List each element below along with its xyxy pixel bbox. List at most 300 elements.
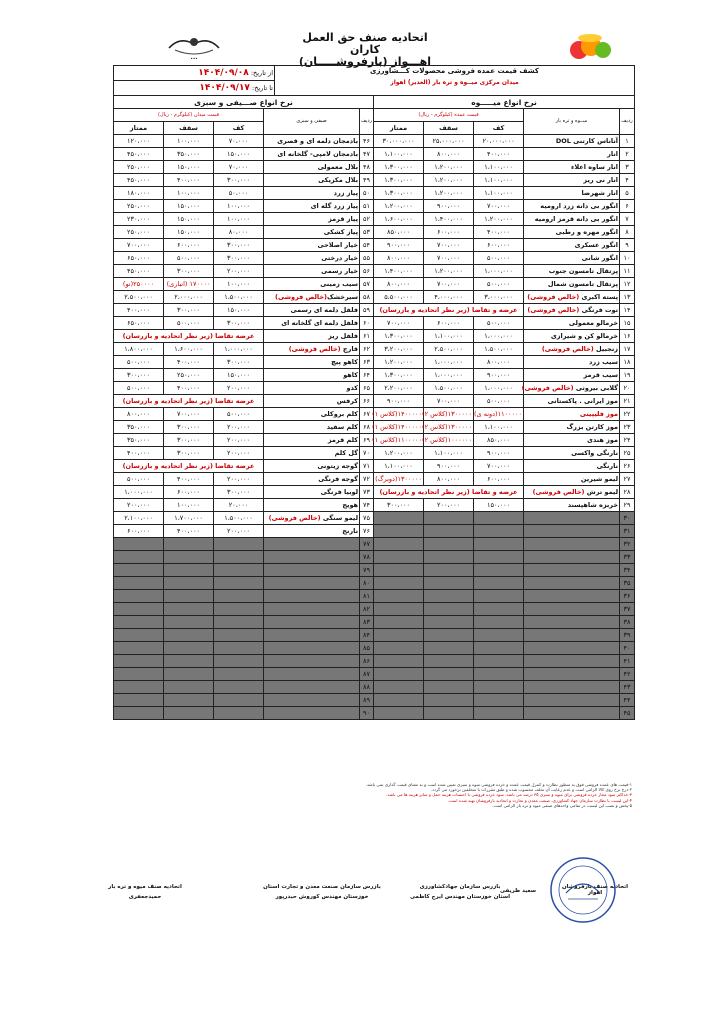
price-premium: ۳۵۰،۰۰۰ bbox=[114, 421, 164, 434]
table-row bbox=[374, 135, 635, 148]
item-name: کاهو پیچ bbox=[264, 356, 360, 369]
price-floor: ۷۰۰،۰۰۰ bbox=[474, 460, 524, 473]
item-name: لوبیا فرنگی bbox=[264, 486, 360, 499]
empty-cell bbox=[424, 512, 474, 525]
table-row bbox=[374, 655, 635, 668]
col-header-price: قیمت میدان (کیلوگرم - ریال) bbox=[114, 109, 264, 122]
empty-cell bbox=[264, 577, 360, 590]
item-name: گوجه زیتونی bbox=[264, 460, 360, 473]
table-row bbox=[374, 603, 635, 616]
table-row bbox=[374, 187, 635, 200]
table-row bbox=[374, 421, 635, 434]
price-premium: ۱،۶۰۰،۰۰۰ bbox=[374, 213, 424, 226]
to-label: تا تاریخ: bbox=[252, 83, 273, 92]
header-line2: (بارفروشـــــان) اهـــواز bbox=[298, 55, 432, 68]
empty-cell bbox=[374, 668, 424, 681]
price-premium: ۱۸۰،۰۰۰ bbox=[114, 187, 164, 200]
price-floor: ۷۰،۰۰۰ bbox=[214, 135, 264, 148]
empty-cell bbox=[214, 668, 264, 681]
empty-cell bbox=[214, 590, 264, 603]
price-premium: ۸۰۰،۰۰۰ bbox=[374, 252, 424, 265]
price-premium: ۱،۰۰۰،۰۰۰ bbox=[114, 486, 164, 499]
price-premium: ۲۰۰،۰۰۰ bbox=[114, 499, 164, 512]
row-number: ۴۱ bbox=[620, 655, 635, 668]
item-name: نارنگی bbox=[524, 460, 620, 473]
price-ceil: ۴۰۰،۰۰۰ bbox=[164, 473, 214, 486]
row-number: ۵۳ bbox=[360, 226, 374, 239]
price-premium: ۴۰۰،۰۰۰ bbox=[114, 447, 164, 460]
price-floor: ۱،۰۰۰،۰۰۰ bbox=[474, 382, 524, 395]
price-floor: ۲۰۰،۰۰۰ bbox=[214, 265, 264, 278]
table-row bbox=[114, 499, 374, 512]
price-ceil: ۶۰۰،۰۰۰ bbox=[164, 486, 214, 499]
price-premium: ۲،۲۰۰،۰۰۰ bbox=[374, 382, 424, 395]
table-row bbox=[114, 369, 374, 382]
price-floor: ۳۰۰،۰۰۰ bbox=[214, 239, 264, 252]
price-ceil: ۴۰۰،۰۰۰ bbox=[164, 356, 214, 369]
row-number: ۵۹ bbox=[360, 304, 374, 317]
empty-cell bbox=[114, 564, 164, 577]
price-floor: ۲۰۰،۰۰۰ bbox=[214, 382, 264, 395]
item-name: انگور بی دانه زرد ارومیه bbox=[524, 200, 620, 213]
row-number: ۶۱ bbox=[360, 330, 374, 343]
empty-cell bbox=[374, 564, 424, 577]
item-name: پرتقال تامسون جنوب bbox=[524, 265, 620, 278]
item-name: گل کلم bbox=[264, 447, 360, 460]
row-number: ۸ bbox=[620, 226, 635, 239]
price-ceil: ۸۰۰،۰۰۰ bbox=[424, 148, 474, 161]
price-premium: ۶۵۰،۰۰۰ bbox=[114, 317, 164, 330]
row-number: ۳۳ bbox=[620, 551, 635, 564]
empty-cell bbox=[114, 577, 164, 590]
price-ceil: ۱۵۰،۰۰۰ bbox=[164, 226, 214, 239]
row-number: ۴۵ bbox=[620, 707, 635, 720]
price-premium: ۵۰۰،۰۰۰ bbox=[114, 382, 164, 395]
row-number: ۵۵ bbox=[360, 252, 374, 265]
item-name: خرمالو معمولی bbox=[524, 317, 620, 330]
price-premium: ۳۰۰،۰۰۰ bbox=[114, 369, 164, 382]
row-number: ۱۰ bbox=[620, 252, 635, 265]
empty-cell bbox=[164, 629, 214, 642]
price-premium: ۱،۳۰۰،۰۰۰ bbox=[374, 330, 424, 343]
empty-cell bbox=[214, 642, 264, 655]
price-floor: ۴۰۰،۰۰۰ bbox=[474, 148, 524, 161]
empty-cell bbox=[374, 707, 424, 720]
table-row bbox=[374, 460, 635, 473]
price-premium: ۵۰۰،۰۰۰ bbox=[114, 356, 164, 369]
empty-cell bbox=[524, 525, 620, 538]
price-ceil: ۱،۷۰۰،۰۰۰ bbox=[164, 512, 214, 525]
table-row bbox=[374, 252, 635, 265]
price-ceil: ۸۰۰،۰۰۰ bbox=[424, 473, 474, 486]
price-premium: ۱،۲۰۰،۰۰۰ bbox=[374, 356, 424, 369]
price-floor: ۲۰۰،۰۰۰ bbox=[214, 421, 264, 434]
sig-role: اتحادیه صنف میوه و تره بار bbox=[108, 884, 182, 890]
header-title bbox=[290, 32, 440, 68]
item-name: فلفل ریز bbox=[264, 330, 360, 343]
row-number: ۴۰ bbox=[620, 642, 635, 655]
price-floor: ۲۰،۰۰۰ bbox=[214, 499, 264, 512]
empty-cell bbox=[374, 629, 424, 642]
row-number: ۷۳ bbox=[360, 486, 374, 499]
row-number: ۲۸ bbox=[620, 486, 635, 499]
row-number: ۴۷ bbox=[360, 148, 374, 161]
price-floor: ۳۰۰،۰۰۰ bbox=[214, 252, 264, 265]
empty-cell bbox=[164, 616, 214, 629]
price-ceil: ۱،۲۰۰،۰۰۰ bbox=[424, 187, 474, 200]
table-row bbox=[114, 382, 374, 395]
row-number: ۵۲ bbox=[360, 213, 374, 226]
empty-cell bbox=[164, 681, 214, 694]
empty-cell bbox=[424, 616, 474, 629]
item-name: لیمو شیرین bbox=[524, 473, 620, 486]
price-ceil: ۱۰۰۰۰۰۰(کلاس ۲) bbox=[424, 434, 474, 447]
item-name: نارنج bbox=[264, 525, 360, 538]
row-number: ۲۷ bbox=[620, 473, 635, 486]
empty-cell bbox=[474, 525, 524, 538]
row-number: ۴۸ bbox=[360, 161, 374, 174]
empty-cell bbox=[264, 668, 360, 681]
price-floor: ۱۵۰،۰۰۰ bbox=[214, 304, 264, 317]
empty-cell bbox=[114, 655, 164, 668]
item-name: کلم بروکلی bbox=[264, 408, 360, 421]
empty-cell bbox=[374, 538, 424, 551]
row-number: ۴۹ bbox=[360, 174, 374, 187]
col-header-ceil: سقف bbox=[424, 122, 474, 135]
row-number: ۳۸ bbox=[620, 616, 635, 629]
price-premium: ۱۴۰۰۰۰۰(کلاس ۱) bbox=[374, 421, 424, 434]
price-ceil: ۱،۲۰۰،۰۰۰ bbox=[424, 161, 474, 174]
table-row bbox=[114, 330, 374, 343]
item-name: انگور عسکری bbox=[524, 239, 620, 252]
row-number: ۶۲ bbox=[360, 343, 374, 356]
row-number: ۴۶ bbox=[360, 135, 374, 148]
item-name: کلم قرمز bbox=[264, 434, 360, 447]
price-floor: ۵۰۰،۰۰۰ bbox=[474, 395, 524, 408]
table-row bbox=[374, 616, 635, 629]
table-row bbox=[114, 538, 374, 551]
row-number: ۲ bbox=[620, 148, 635, 161]
price-ceil: ۴۰۰،۰۰۰ bbox=[164, 525, 214, 538]
row-number: ۹۰ bbox=[360, 707, 374, 720]
table-row bbox=[374, 395, 635, 408]
item-name: بلال مکزیکی bbox=[264, 174, 360, 187]
empty-cell bbox=[524, 668, 620, 681]
item-name-text: پسته اکبری bbox=[581, 292, 619, 301]
price-floor: ۱۵۰،۰۰۰ bbox=[214, 369, 264, 382]
price-ceil: ۷۰۰،۰۰۰ bbox=[424, 395, 474, 408]
row-number: ۸۶ bbox=[360, 655, 374, 668]
item-name: کرفس bbox=[264, 395, 360, 408]
price-floor: ۱۰۰،۰۰۰ bbox=[214, 200, 264, 213]
table-row bbox=[114, 616, 374, 629]
table-row bbox=[114, 486, 374, 499]
table-row bbox=[114, 577, 374, 590]
table-row bbox=[114, 408, 374, 421]
price-ceil: ۷۰۰،۰۰۰ bbox=[164, 408, 214, 421]
item-name-text: سیرخشک bbox=[326, 292, 359, 301]
price-ceil: ۶۰۰،۰۰۰ bbox=[164, 239, 214, 252]
empty-cell bbox=[474, 577, 524, 590]
empty-cell bbox=[474, 512, 524, 525]
empty-cell bbox=[114, 681, 164, 694]
price-ceil: ۳۰۰،۰۰۰ bbox=[164, 304, 214, 317]
empty-cell bbox=[424, 681, 474, 694]
price-floor: ۲۰،۰۰۰،۰۰۰ bbox=[474, 135, 524, 148]
empty-cell bbox=[524, 642, 620, 655]
empty-cell bbox=[474, 616, 524, 629]
price-premium: ۱۴۰۰۰۰۰(کلاس ۱) bbox=[374, 408, 424, 421]
empty-cell bbox=[264, 603, 360, 616]
table-row bbox=[114, 694, 374, 707]
row-number: ۳ bbox=[620, 161, 635, 174]
item-name-text: لیمو سنگی bbox=[322, 513, 359, 522]
empty-cell bbox=[524, 512, 620, 525]
note-line: ۲-درج نرخ روی کالا الزامی است و عدم رعایت آن تخلف محسوب شده و طبق مقررات با متخلفین برخورد می گردد. bbox=[430, 787, 632, 793]
table-row bbox=[114, 590, 374, 603]
item-name: انگور مهره و رطبی bbox=[524, 226, 620, 239]
item-name: بادمجان دلمه ای و قصری bbox=[264, 135, 360, 148]
empty-cell bbox=[424, 564, 474, 577]
row-number: ۵۱ bbox=[360, 200, 374, 213]
empty-cell bbox=[524, 590, 620, 603]
table-row bbox=[114, 343, 374, 356]
empty-cell bbox=[264, 551, 360, 564]
item-name: سیب زرد bbox=[524, 356, 620, 369]
row-number: ۴ bbox=[620, 174, 635, 187]
table-row bbox=[374, 642, 635, 655]
item-name bbox=[264, 343, 360, 356]
item-name: گوجه فرنگی bbox=[264, 473, 360, 486]
item-name-note: (خالص فروشی) bbox=[288, 344, 343, 353]
section-title: نرخ انواع صـــیفی و سبزی bbox=[114, 96, 374, 109]
empty-cell bbox=[474, 564, 524, 577]
price-ceil: ۱،۲۰۰،۰۰۰ bbox=[424, 174, 474, 187]
empty-cell bbox=[524, 616, 620, 629]
item-name-note: (خالص فروشی) bbox=[527, 292, 582, 301]
price-floor: ۸۰،۰۰۰ bbox=[214, 226, 264, 239]
price-floor: ۱۰۰،۰۰۰ bbox=[214, 213, 264, 226]
price-ceil: ۳۰۰،۰۰۰ bbox=[164, 421, 214, 434]
union-stamp bbox=[548, 855, 618, 925]
table-row bbox=[114, 356, 374, 369]
price-ceil: ۳۰۰،۰۰۰ bbox=[164, 447, 214, 460]
table-row bbox=[374, 148, 635, 161]
row-number: ۷۴ bbox=[360, 499, 374, 512]
union-logo-left bbox=[165, 28, 223, 62]
table-row bbox=[374, 447, 635, 460]
supply-demand-note: عرضه تقاضا (زیر نظر اتحادیه و بازرسان) bbox=[114, 460, 264, 473]
empty-cell bbox=[424, 577, 474, 590]
col-header-num: ردیف bbox=[360, 109, 374, 135]
empty-cell bbox=[164, 590, 214, 603]
table-row bbox=[114, 317, 374, 330]
table-row bbox=[114, 135, 374, 148]
price-premium: ۳۵۰،۰۰۰ bbox=[114, 434, 164, 447]
row-number: ۵۶ bbox=[360, 265, 374, 278]
table-row bbox=[374, 239, 635, 252]
price-ceil: ۲۰۰،۰۰۰ bbox=[424, 499, 474, 512]
table-row bbox=[114, 473, 374, 486]
item-name: خرمالو کن و شیرازی bbox=[524, 330, 620, 343]
empty-cell bbox=[264, 616, 360, 629]
empty-cell bbox=[264, 538, 360, 551]
from-date-cell bbox=[114, 66, 275, 81]
row-number: ۶۶ bbox=[360, 395, 374, 408]
price-premium: ۴۵۰،۰۰۰ bbox=[114, 148, 164, 161]
price-premium: ۱،۸۰۰،۰۰۰ bbox=[114, 343, 164, 356]
row-number: ۸۹ bbox=[360, 694, 374, 707]
item-name: هویج bbox=[264, 499, 360, 512]
row-number: ۲۲ bbox=[620, 408, 635, 421]
price-floor: ۷۰۰،۰۰۰ bbox=[474, 200, 524, 213]
item-name: کدو bbox=[264, 382, 360, 395]
item-name bbox=[521, 382, 620, 395]
empty-cell bbox=[214, 655, 264, 668]
table-row bbox=[114, 421, 374, 434]
from-label: از تاریخ: bbox=[250, 68, 273, 77]
notes-section bbox=[118, 782, 632, 842]
item-name: پیاز قرمز bbox=[264, 213, 360, 226]
empty-cell bbox=[164, 707, 214, 720]
supply-demand-note: عرضه تقاضا (زیر نظر اتحادیه و بازرسان) bbox=[114, 330, 264, 343]
to-date: ۱۴۰۴/۰۹/۱۷ bbox=[199, 82, 250, 93]
empty-cell bbox=[214, 564, 264, 577]
to-date-cell bbox=[114, 81, 275, 96]
empty-cell bbox=[264, 655, 360, 668]
header-line1: اتحادیه صنف حق العمل کاران bbox=[302, 31, 428, 56]
note-line: ۳-حداکثر سود مجاز خرده فروشی برای میوه و سبزی ۳۵ درصد می باشد. سود خرده فروشی با احتساب هزینه حمل و سایر هزینه ها می باشد. bbox=[386, 792, 632, 798]
empty-cell bbox=[474, 655, 524, 668]
row-number: ۷۰ bbox=[360, 447, 374, 460]
empty-cell bbox=[474, 668, 524, 681]
price-premium: ۹۰۰،۰۰۰ bbox=[374, 395, 424, 408]
table-row bbox=[114, 174, 374, 187]
price-ceil: ۱۳۰۰۰۰۰(کلاس ۲) bbox=[424, 408, 474, 421]
price-ceil: ۱۵۰،۰۰۰ bbox=[164, 161, 214, 174]
row-number: ۸۲ bbox=[360, 603, 374, 616]
table-row bbox=[374, 681, 635, 694]
empty-cell bbox=[114, 707, 164, 720]
price-premium: ۱،۳۰۰،۰۰۰ bbox=[374, 161, 424, 174]
item-name-text: گلابی بیروتی bbox=[575, 383, 619, 392]
price-ceil: ۱۳۰۰۰۰۰(کلاس ۲) bbox=[424, 421, 474, 434]
empty-cell bbox=[374, 655, 424, 668]
fruit-logo-right bbox=[565, 30, 615, 62]
price-ceil: ۴۰۰،۰۰۰ bbox=[164, 382, 214, 395]
row-number: ۸۴ bbox=[360, 629, 374, 642]
item-name: آناناس کارتنی DOL bbox=[524, 135, 620, 148]
price-premium: ۲،۵۰۰،۰۰۰ bbox=[114, 291, 164, 304]
col-header-mode: ممتاز bbox=[114, 122, 164, 135]
row-number: ۸۱ bbox=[360, 590, 374, 603]
price-ceil: ۱،۰۰۰،۰۰۰ bbox=[424, 369, 474, 382]
price-ceil: ۱۰۰،۰۰۰ bbox=[164, 135, 214, 148]
empty-cell bbox=[524, 694, 620, 707]
row-number: ۵۷ bbox=[360, 278, 374, 291]
empty-cell bbox=[214, 603, 264, 616]
empty-cell bbox=[164, 668, 214, 681]
table-row bbox=[114, 551, 374, 564]
empty-cell bbox=[164, 538, 214, 551]
empty-cell bbox=[214, 551, 264, 564]
table-row bbox=[114, 447, 374, 460]
empty-cell bbox=[474, 707, 524, 720]
price-premium: ۱،۳۰۰،۰۰۰ bbox=[374, 369, 424, 382]
price-premium: ۲۵۰۰۰۰(نو) bbox=[114, 278, 164, 291]
row-number: ۶ bbox=[620, 200, 635, 213]
item-name-text: توت فرنگی bbox=[581, 305, 619, 314]
row-number: ۳۱ bbox=[620, 525, 635, 538]
col-header-price: قیمت عمده (کیلوگرم - ریال) bbox=[374, 109, 524, 122]
price-ceil: ۲۵۰،۰۰۰ bbox=[164, 369, 214, 382]
table-row bbox=[374, 551, 635, 564]
table-row bbox=[114, 395, 374, 408]
row-number: ۴۳ bbox=[620, 681, 635, 694]
item-name: انار bbox=[524, 148, 620, 161]
list-title: کشف قیمت عمده فروشی محصولات کـــشاورزی bbox=[370, 67, 539, 75]
price-ceil: ۶۰۰،۰۰۰ bbox=[424, 226, 474, 239]
price-premium: ۱،۱۰۰،۰۰۰ bbox=[374, 148, 424, 161]
empty-cell bbox=[164, 577, 214, 590]
price-premium: ۲۵۰،۰۰۰ bbox=[114, 200, 164, 213]
item-name: بلال معمولی bbox=[264, 161, 360, 174]
item-name: انگور شانی bbox=[524, 252, 620, 265]
item-name: کلم سفید bbox=[264, 421, 360, 434]
vegetable-table bbox=[113, 95, 374, 720]
price-ceil: ۵۰۰،۰۰۰ bbox=[164, 317, 214, 330]
price-floor: ۱،۵۰۰،۰۰۰ bbox=[214, 512, 264, 525]
price-floor: ۱،۵۰۰،۰۰۰ bbox=[214, 291, 264, 304]
item-name: انار ساوه اعلاء bbox=[524, 161, 620, 174]
empty-cell bbox=[374, 642, 424, 655]
table-row bbox=[374, 226, 635, 239]
table-row bbox=[114, 603, 374, 616]
row-number: ۲۰ bbox=[620, 382, 635, 395]
price-floor: ۱،۱۰۰،۰۰۰ bbox=[474, 174, 524, 187]
price-floor: ۱۰۰،۰۰۰ bbox=[214, 278, 264, 291]
empty-cell bbox=[164, 603, 214, 616]
price-floor: ۱۵۰،۰۰۰ bbox=[214, 148, 264, 161]
empty-cell bbox=[164, 551, 214, 564]
table-row bbox=[374, 525, 635, 538]
empty-cell bbox=[524, 655, 620, 668]
price-floor: ۵۰۰،۰۰۰ bbox=[474, 252, 524, 265]
empty-cell bbox=[164, 564, 214, 577]
price-floor: ۳۰۰،۰۰۰ bbox=[214, 356, 264, 369]
price-ceil: ۷۰۰،۰۰۰ bbox=[424, 239, 474, 252]
empty-cell bbox=[114, 642, 164, 655]
price-floor: ۸۰۰،۰۰۰ bbox=[474, 356, 524, 369]
item-name: فلفل دلمه ای رسمی bbox=[264, 304, 360, 317]
row-number: ۱۳ bbox=[620, 291, 635, 304]
table-row bbox=[114, 161, 374, 174]
price-floor: ۵۰۰،۰۰۰ bbox=[474, 278, 524, 291]
price-premium: ۶۰۰،۰۰۰ bbox=[114, 525, 164, 538]
price-ceil: ۱،۲۰۰،۰۰۰ bbox=[424, 265, 474, 278]
empty-cell bbox=[214, 694, 264, 707]
from-date: ۱۴۰۴/۰۹/۰۸ bbox=[198, 67, 249, 78]
row-number: ۸۰ bbox=[360, 577, 374, 590]
price-premium: ۴۵۰،۰۰۰ bbox=[114, 265, 164, 278]
table-row bbox=[114, 265, 374, 278]
empty-cell bbox=[524, 538, 620, 551]
row-number: ۸۷ bbox=[360, 668, 374, 681]
price-ceil: ۴۰۰،۰۰۰ bbox=[164, 174, 214, 187]
row-number: ۲۹ bbox=[620, 499, 635, 512]
list-subtitle: میدان مرکزی میــوه و تره بار (الغدیر) اهواز bbox=[390, 79, 519, 86]
signature-commerce bbox=[262, 884, 382, 900]
